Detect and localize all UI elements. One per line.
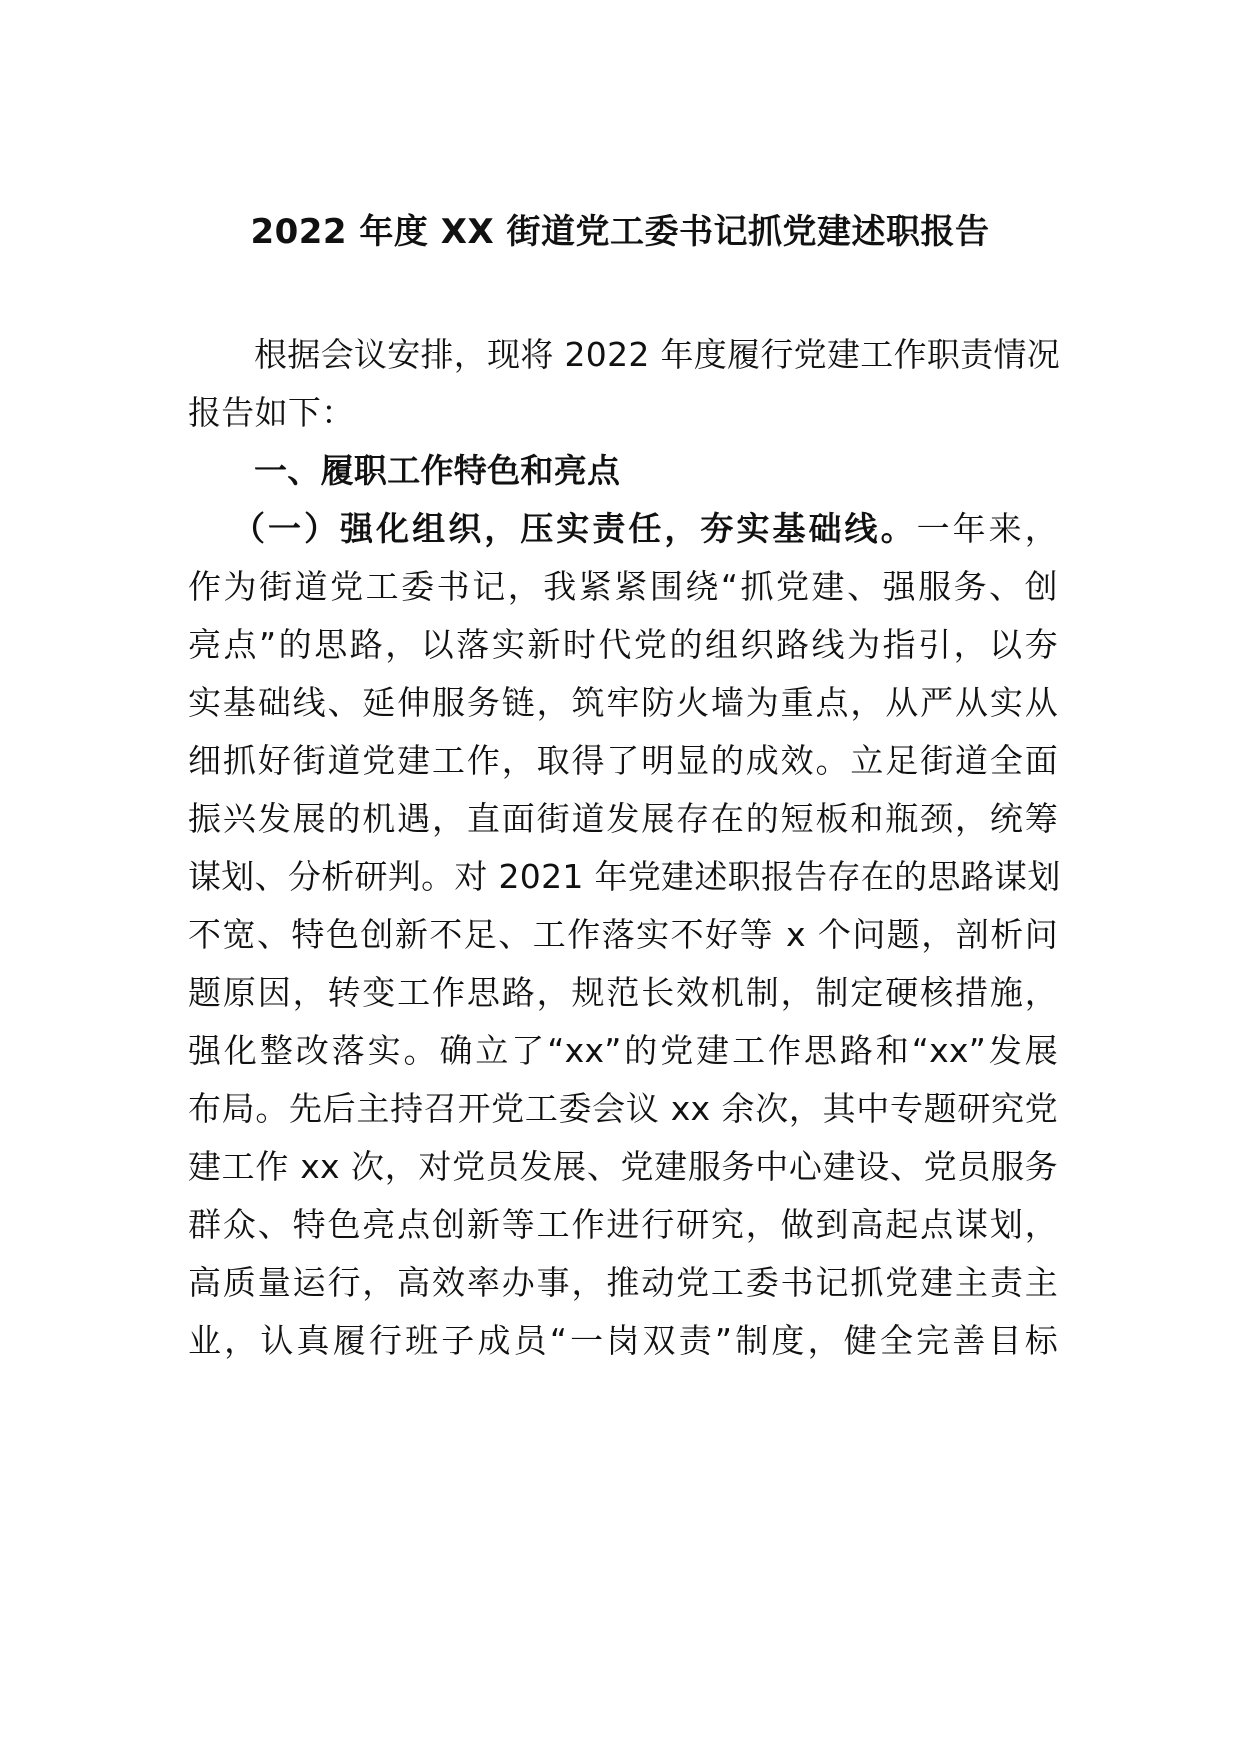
paragraph-line: 实基础线、延伸服务链，筑牢防火墙为重点，从严从实从 <box>188 683 1058 722</box>
paragraph-line: 高质量运行，高效率办事，推动党工委书记抓党建主责主 <box>188 1263 1058 1302</box>
paragraph-line: 作为街道党工委书记，我紧紧围绕“抓党建、强服务、创 <box>188 567 1058 606</box>
paragraph-bold-lead: （一）强化组织，压实责任，夯实基础线。 <box>232 509 917 548</box>
document-title: 2022 年度 XX 街道党工委书记抓党建述职报告 <box>250 212 990 252</box>
paragraph-lead-rest: 一年来， <box>916 509 1059 548</box>
paragraph-line: 细抓好街道党建工作，取得了明显的成效。立足街道全面 <box>188 741 1058 780</box>
intro-line-2: 报告如下： <box>188 393 355 432</box>
paragraph-line: 题原因，转变工作思路，规范长效机制，制定硬核措施， <box>188 973 1058 1012</box>
paragraph-line: 亮点”的思路，以落实新时代党的组织路线为指引，以夯 <box>188 625 1058 664</box>
paragraph-line: 群众、特色亮点创新等工作进行研究，做到高起点谋划， <box>188 1205 1058 1244</box>
paragraph-line: 建工作 xx 次，对党员发展、党建服务中心建设、党员服务 <box>188 1147 1058 1186</box>
section-heading: 一、履职工作特色和亮点 <box>254 451 621 490</box>
intro-line-1: 根据会议安排，现将 2022 年度履行党建工作职责情况 <box>254 335 1061 374</box>
paragraph-line: 不宽、特色创新不足、工作落实不好等 x 个问题，剖析问 <box>188 915 1058 954</box>
paragraph-first-line <box>232 507 1058 551</box>
paragraph-line: 布局。先后主持召开党工委会议 xx 余次，其中专题研究党 <box>188 1089 1058 1128</box>
paragraph-line: 谋划、分析研判。对 2021 年党建述职报告存在的思路谋划 <box>188 857 1061 896</box>
paragraph-line: 业，认真履行班子成员“一岗双责”制度，健全完善目标 <box>188 1321 1058 1360</box>
paragraph-line: 强化整改落实。确立了“xx”的党建工作思路和“xx”发展 <box>188 1031 1058 1070</box>
paragraph-line: 振兴发展的机遇，直面街道发展存在的短板和瓶颈，统筹 <box>188 799 1058 838</box>
